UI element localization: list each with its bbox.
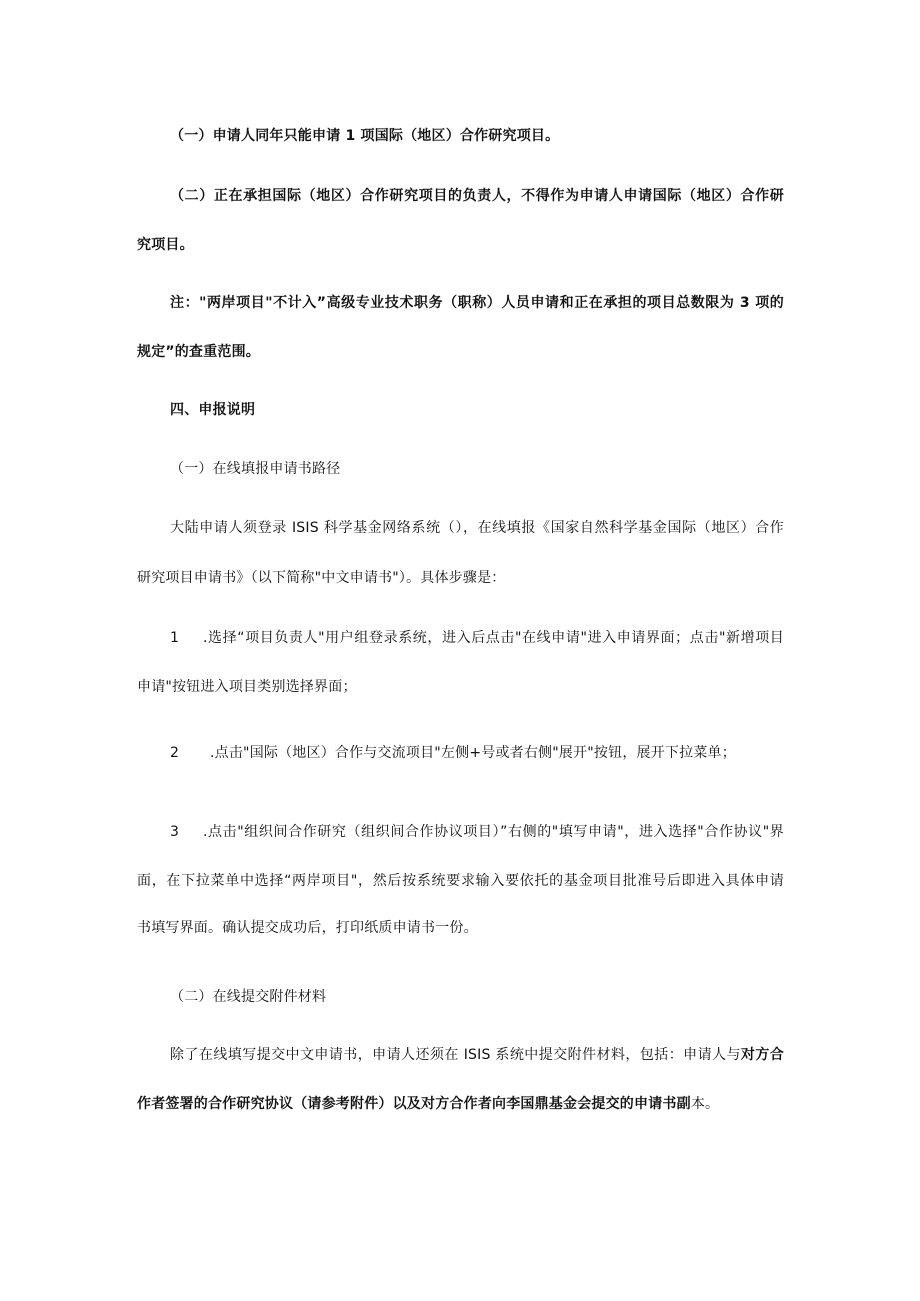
attachment-line2-bold: 作者签署的合作研究协议（请参考附件）以及对方合作者向李国鼎基金会提交的申请书副 — [137, 1096, 691, 1112]
paragraph-two-line1: （二）正在承担国际（地区）合作研究项目的负责人，不得作为申请人申请国际（地区）合作研 — [170, 188, 784, 204]
step2-line1: .点击"国际（地区）合作与交流项目"左侧+号或者右侧"展开"按钮，展开下拉菜单； — [210, 745, 736, 761]
attachment-line1-bold: 对方合 — [740, 1047, 785, 1063]
step3-number: 3 — [170, 824, 180, 840]
attachment-line2-normal: 本。 — [690, 1096, 720, 1112]
paragraph-two-line2: 究项目。 — [137, 237, 194, 253]
note-line2: 规定”的查重范围。 — [137, 344, 261, 360]
attachment-line2 — [137, 1094, 719, 1114]
step1-line1: .选择“项目负责人"用户组登录系统，进入后点击"在线申请"进入申请界面；点击"新增项目 — [203, 630, 784, 646]
step3-line3: 书填写界面。确认提交成功后，打印纸质申请书一份。 — [137, 920, 478, 936]
attachment-line1 — [170, 1045, 784, 1065]
note-line1: 注："两岸项目"不计入”高级专业技术职务（职称）人员申请和正在承担的项目总数限为 3 项的 — [170, 295, 784, 311]
step3-line1: .点击"组织间合作研究（组织间合作协议项目）”右侧的"填写申请"，进入选择"合作协议"界 — [203, 824, 784, 840]
subsection-two-heading: （二）在线提交附件材料 — [170, 989, 327, 1005]
intro-line2: 研究项目申请书》（以下简称"中文申请书"）。具体步骤是： — [137, 570, 506, 586]
step2-number: 2 — [170, 745, 180, 761]
section-four-heading: 四、申报说明 — [170, 402, 256, 418]
step1-line2: 申请"按钮进入项目类别选择界面； — [137, 679, 357, 695]
intro-line1: 大陆申请人须登录 ISIS 科学基金网络系统（），在线填报《国家自然科学基金国际（地区）合作 — [170, 520, 784, 536]
step1-number: 1 — [170, 630, 180, 646]
attachment-line1-normal: 除了在线填写提交中文申请书，申请人还须在 ISIS 系统中提交附件材料，包括：申请人与 — [170, 1047, 741, 1063]
paragraph-one: （一）申请人同年只能申请 1 项国际（地区）合作研究项目。 — [170, 128, 560, 144]
subsection-one-heading: （一）在线填报申请书路径 — [170, 461, 341, 477]
step3-line2: 面，在下拉菜单中选择“两岸项目"，然后按系统要求输入要依托的基金项目批准号后即进入具体申请 — [137, 873, 784, 889]
